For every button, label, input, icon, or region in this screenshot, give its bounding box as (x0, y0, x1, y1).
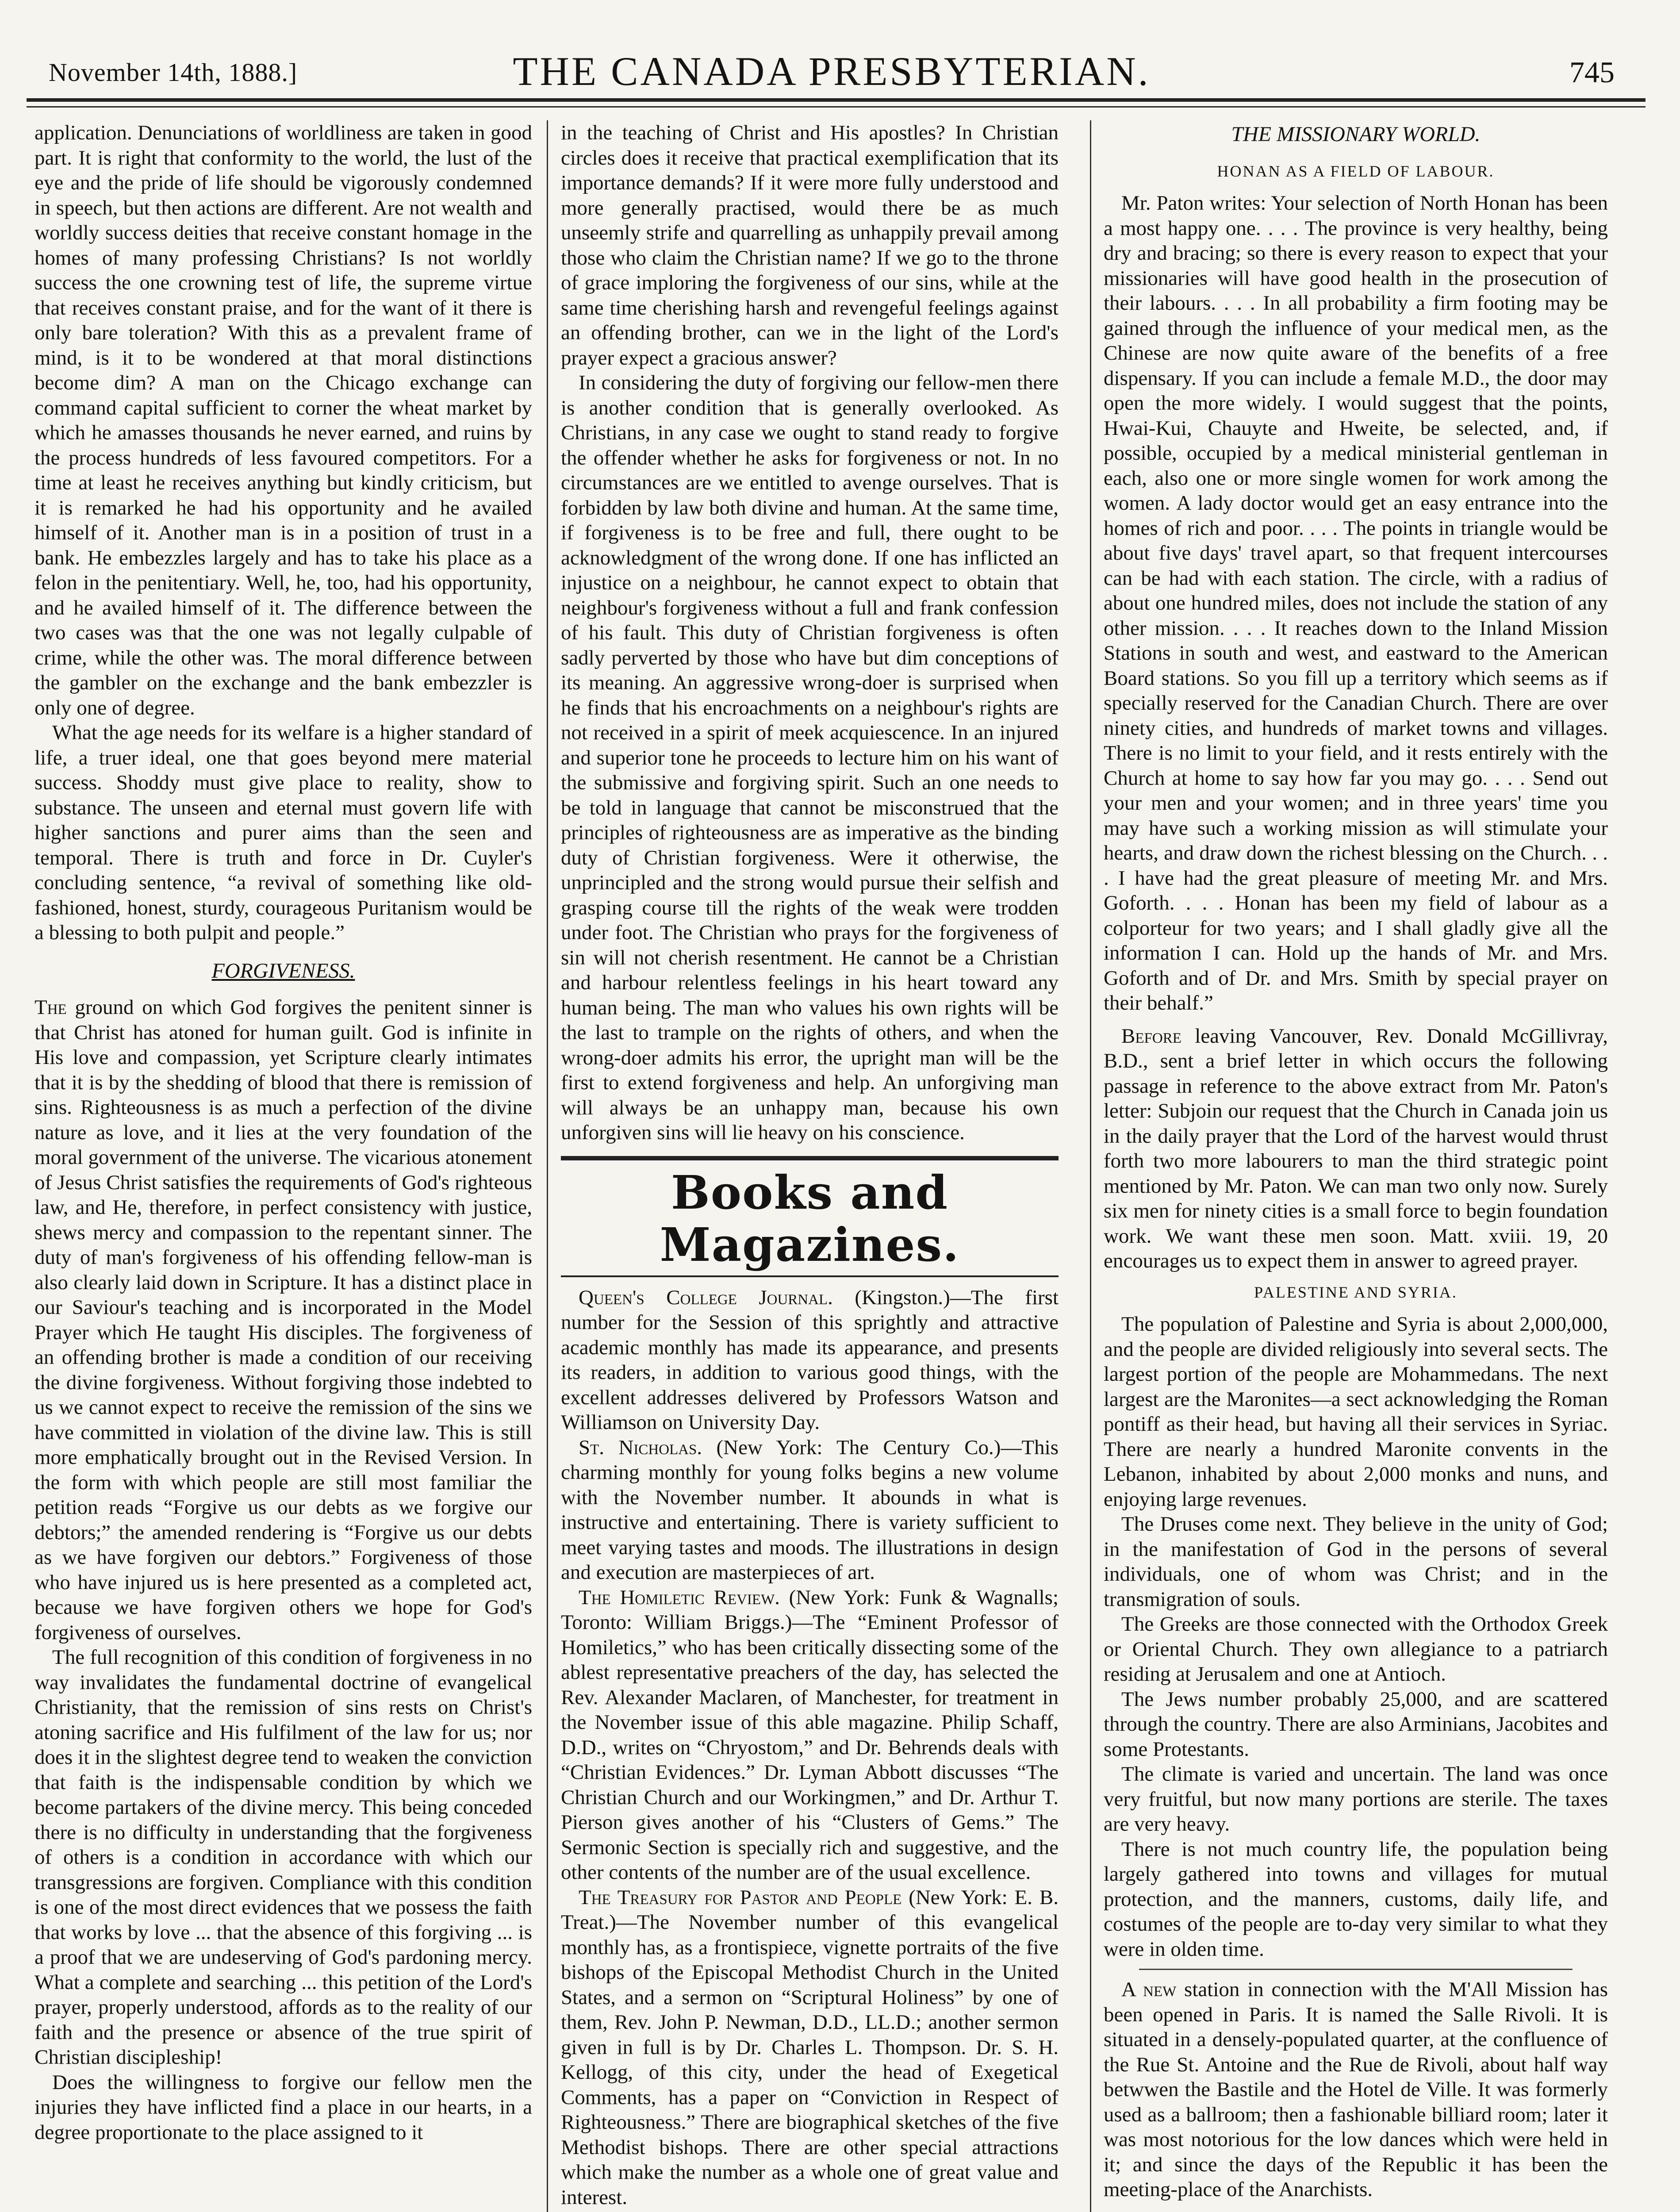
article-paragraph: Does the willingness to forgive our fellow men the injuries they have inflicted find a place in our hearts, in a degree proportionate to the place assigned to it (35, 2070, 532, 2144)
books-magazines-banner (561, 1156, 1059, 1277)
section-banner-title: Books and Magazines. (660, 1165, 960, 1272)
article-paragraph: The full recognition of this condition of forgiveness in no way invalidates the fundamental doctrine of evangelical Christianity, that the remission of sins rests on Christ's atoning sacrifice and His fulfilment of the law for us; nor does it in the slightest degree tend to weaken the conviction that faith is the indispensable condition by which we become partakers of the divine mercy. This being conceded there is no difficulty in understanding that the forgiveness of others is a condition in accordance with which our transgressions are forgiven. Compliance with this condition is one of the most direct evidences that we possess the faith that works by love ... that the absence of this forgiving ... is a proof that we are undeserving of God's pardoning mercy. What a complete and searching ... this petition of the Lord's prayer, properly understood, affords as to the reality of our faith and the presence or absence of the true spirit of Christian discipleship! (35, 1646, 532, 2069)
review-entry: Queen's College Journal. (Kingston.)—The first number for the Session of this sprightly and attractive academic monthly has made its appearance, and presents its readers, in addition to various good things, with the excellent addresses delivered by Professors Watson and Williamson on University Day. (561, 1286, 1059, 1434)
honan-subheading: HONAN AS A FIELD OF LABOUR. (1217, 162, 1495, 180)
review-entry: The Homiletic Review. (New York: Funk & Wagnalls; Toronto: William Briggs.)—The “Eminent Professor of Homiletics,” who has been critically dissecting some of the ablest representative preachers of the day, has selected the Rev. Alexander Maclaren, of Manchester, for treatment in the November issue of this able magazine. Philip Schaff, D.D., writes on “Chryostom,” and Dr. Behrends deals with “Christian Evidences.” Dr. Lyman Abbott discusses “The Christian Church and our Workingmen,” and Dr. Arthur T. Pierson gives another of his “Clusters of Gems.” The Sermonic Section is specially rich and suggestive, and the other contents of the number are of the usual excellence. (561, 1586, 1059, 1884)
publication-name: The Treasury for Pastor and People (579, 1886, 902, 1909)
article-paragraph: A new station in connection with the M'All Mission has been opened in Paris. It is named the Salle Rivoli. It is situated in a densely-populated quarter, at the confluence of the Rue St. Antoine and the Rue de Rivoli, about half way betwwen the Bastile and the Hotel de Ville. It was formerly used as a ballroom; then a fashionable billiard room; later it was most notorious for the low dances which were held in it; and since the days of the Republic it has been the meeting-place of the Anarchists. (1104, 1978, 1608, 2201)
column-right (1104, 120, 1608, 2212)
publication-name: Queen's College Journal. (579, 1286, 833, 1309)
lead-in: Before (1121, 1024, 1181, 1048)
masthead-rule-thick (27, 98, 1645, 102)
article-paragraph: The population of Palestine and Syria is about 2,000,000, and the people are divided religiously into several sects. The largest portion of the people are Mohammedans. The next largest are the Maronites—a sect acknowledging the Roman pontiff as their head, but having all their services in Syriac. There are nearly a hundred Maronite convents in the Lebanon, inhabited by about 2,000 monks and nuns, and enjoying large revenues. (1104, 1313, 1608, 1511)
article-paragraph: The Greeks are those connected with the Orthodox Greek or Oriental Church. They own allegiance to a patriarch residing at Jerusalem and one at Antioch. (1104, 1613, 1608, 1686)
article-paragraph: Mr. Paton writes: Your selection of North Honan has been a most happy one. . . . The province is very healthy, being dry and bracing; so there is every reason to expect that your missionaries will have good health in the prosecution of their labours. . . . In all probability a firm footing may be gained through the influence of your medical men, as the Chinese are now quite aware of the benefits of a free dispensary. If you can include a female M.D., the door may open the more widely. I would suggest that the points, Hwai-Kui, Chauyte and Hweite, be selected, and, if possible, occupied by a medical ministerial gentleman in each, also one or more single women for work among the women. A lady doctor would get an easy entrance into the homes of rich and poor. . . . The points in triangle would be about five days' travel apart, so that frequent intercourses can be had with each station. The circle, with a radius of about one hundred miles, does not include the station of any other mission. . . . It reaches down to the Inland Mission Stations in south and west, and eastward to the American Board stations. So you fill up a territory which seems as if specially reserved for the Canadian Church. There are over ninety cities, and hundreds of market towns and villages. There is no limit to your field, and it rests entirely with the Church at home to say how far you may go. . . . Send out your men and your women; and in three years' time you may have such a working mission as will stimulate your hearts, and draw down the richest blessing on the Church. . . . I have had the great pleasure of meeting Mr. and Mrs. Goforth. . . . Honan has been my field of labour as a colporteur for two years; and I shall gladly give all the information I can. Hold up the hands of Mr. and Mrs. Goforth and of Dr. and Mrs. Smith by special prayer on their behalf.” (1104, 192, 1608, 1014)
issue-date: November 14th, 1888.] (49, 58, 298, 87)
lead-in: A new (1121, 1978, 1177, 2001)
article-paragraph: The Jews number probably 25,000, and are scattered through the country. There are also Arminians, Jacobites and some Protestants. (1104, 1687, 1608, 1761)
page-number: 745 (1569, 55, 1615, 89)
palestine-subheading: PALESTINE AND SYRIA. (1254, 1283, 1458, 1301)
article-paragraph: There is not much country life, the population being largely gathered into towns and villages for mutual protection, and the manners, customs, daily life, and costumes of the people are to-day very similar to what they were in olden time. (1104, 1837, 1608, 1961)
article-paragraph: Before leaving Vancouver, Rev. Donald McGillivray, B.D., sent a brief letter in which occurs the following passage in reference to the above extract from Mr. Paton's letter: Subjoin our request that the Church in Canada join us in the daily prayer that the Lord of the harvest would thrust forth two more labourers to man the third strategic point mentioned by Mr. Paton. We can man two only now. Surely six men for ninety cities is a small force to begin foundation work. We want these men soon. Matt. xviii. 19, 20 encourages us to expect them in answer to agreed prayer. (1104, 1024, 1608, 1272)
review-entry: The Treasury for Pastor and People (New York: E. B. Treat.)—The November number of this evangelical monthly has, as a frontispiece, vignette portraits of the five bishops of the Episcopal Methodist Church in the United States, and a sermon on “Scriptural Holiness” by one of them, Rev. John P. Newman, D.D., LL.D.; another sermon given in full is by Dr. Charles L. Thompson. Dr. S. H. Kellogg, of this city, under the head of Exegetical Comments, has a paper on “Conviction in Respect of Righteousness.” There are biographical sketches of the five Methodist bishops. There are other special attractions which make the number as a whole one of great value and interest. (561, 1886, 1059, 2209)
article-paragraph: What the age needs for its welfare is a higher standard of life, a truer ideal, one that goes beyond mere material success. Shoddy must give place to reality, show to substance. The unseen and eternal must govern life with higher sanctions and purer aims than the seen and temporal. There is truth and force in Dr. Cuyler's concluding sentence, “a revival of something like old-fashioned, honest, sturdy, courageous Puritanism would be a blessing to both pulpit and people.” (35, 721, 532, 944)
column-divider (547, 120, 548, 2212)
masthead-rule-thin (27, 106, 1645, 108)
forgiveness-heading: FORGIVENESS. (211, 959, 355, 983)
article-paragraph: in the teaching of Christ and His apostles? In Christian circles does it receive that practical exemplification that its importance demands? If it were more fully understood and more generally practised, would there be as much unseemly strife and quarrelling as unhappily prevail among those who claim the Christian name? If we go to the throne of grace imploring the forgiveness of our sins, while at the same time cherishing harsh and revengeful feelings against an offending brother, can we in the light of the Lord's prayer expect a gracious answer? (561, 121, 1059, 369)
lead-in: The (35, 996, 67, 1019)
publication-name: The Homiletic Review. (579, 1586, 780, 1609)
article-paragraph: The ground on which God forgives the penitent sinner is that Christ has atoned for human guilt. God is infinite in His love and compassion, yet Scripture clearly intimates that it is by the shedding of blood that there is remission of sins. Righteousness is as much a perfection of the divine nature as love, and it lies at the very foundation of the moral government of the universe. The vicarious atonement of Jesus Christ satisfies the requirements of God's righteous law, and He, therefore, in perfect consistency with justice, shews mercy and compassion to the repentant sinner. The duty of man's forgiveness of his offending fellow-man is also clearly laid down in Scripture. It has a distinct place in our Saviour's teaching and is incorporated in the Model Prayer which He taught His disciples. The forgiveness of an offending brother is made a condition of our receiving the divine forgiveness. Without forgiving those indebted to us we cannot expect to receive the remission of the sins we have committed in violation of the divine law. This is still more emphatically brought out in the Revised Version. In the form with which people are still most familiar the petition reads “Forgive us our debts as we forgive our debtors;” the amended rendering is “Forgive us our debts as we have forgiven our debtors.” Forgiveness of those who have injured us is here presented as a completed act, because we have forgiven others we hope for God's forgiveness of ourselves. (35, 996, 532, 1644)
section-separator (1139, 1969, 1573, 1970)
column-left (35, 120, 532, 2212)
article-paragraph: In considering the duty of forgiving our fellow-men there is another condition that is generally overlooked. As Christians, in any case we ought to stand ready to forgive the offender whether he asks for forgiveness or not. In no circumstances are we entitled to avenge ourselves. That is forbidden by law both divine and human. At the same time, if forgiveness is to be free and full, there ought to be acknowledgment of the wrong done. If one has inflicted an injustice on a neighbour, he cannot expect to obtain that neighbour's forgiveness without a full and frank confession of his fault. This duty of Christian forgiveness is often sadly perverted by those who have but dim conceptions of its meaning. An aggressive wrong-doer is surprised when he finds that his encroachments on a neighbour's rights are not received in a spirit of meek acquiescence. In an injured and superior tone he proceeds to lecture him on his want of the submissive and forgiving spirit. Such an one needs to be told in language that cannot be misconstrued that the principles of righteousness are as imperative as the binding duty of Christian forgiveness. Were it otherwise, the unprincipled and the strong would pursue their selfish and grasping course till the rights of the weak were trodden under foot. The Christian who prays for the forgiveness of sin will not cherish resentment. He cannot be a Christian and harbour relentless feelings in his heart toward any human being. The man who values his own rights will be the last to trample on the rights of others, and when the wrong-doer admits his error, the upright man will be the first to extend forgiveness and help. An unforgiving man will always be an unhappy man, because his own unforgiven sins will lie heavy on his conscience. (561, 371, 1059, 1144)
review-entry: St. Nicholas. (New York: The Century Co.)—This charming monthly for young folks begins a new volume with the November number. It abounds in what is instructive and entertaining. There is variety sufficient to meet varying tastes and moods. The illustrations in design and execution are masterpieces of art. (561, 1436, 1059, 1584)
publication-name: St. Nicholas. (579, 1436, 702, 1459)
article-paragraph: application. Denunciations of worldliness are taken in good part. It is right that conformity to the world, the lust of the eye and the pride of life should be vigorously condemned in speech, but then actions are different. Are not wealth and worldly success deities that receive constant homage in the homes of many professing Christians? Is not worldly success the one crowning test of life, the supreme virtue that receives constant praise, and for the want of it there is only bare toleration? With this as a prevalent frame of mind, is it to be wondered at that moral distinctions become dim? A man on the Chicago exchange can command capital sufficient to corner the wheat market by which he amasses thousands he never earned, and ruins by the process hundreds of less favoured competitors. For a time at least he receives anything but kindly criticism, but it is remarked he had his opportunity and he availed himself of it. Another man is in a position of trust in a bank. He embezzles largely and has to take his place as a felon in the penitentiary. Well, he, too, had his opportunity, and he availed himself of it. The difference between the two cases was that the one was not legally culpable of crime, while the other was. The moral difference between the gambler on the exchange and the bank embezzler is only one of degree. (35, 121, 532, 719)
article-paragraph: The climate is varied and uncertain. The land was once very fruitful, but now many portions are sterile. The taxes are very heavy. (1104, 1763, 1608, 1836)
missionary-world-heading: THE MISSIONARY WORLD. (1231, 123, 1481, 146)
column-divider (1090, 120, 1091, 2212)
article-paragraph: The Druses come next. They believe in the unity of God; in the manifestation of God in the persons of several individuals, one of whom was Christ; and in the transmigration of souls. (1104, 1513, 1608, 1611)
newspaper-title: THE CANADA PRESBYTERIAN. (513, 49, 1151, 94)
column-middle (561, 120, 1059, 2212)
